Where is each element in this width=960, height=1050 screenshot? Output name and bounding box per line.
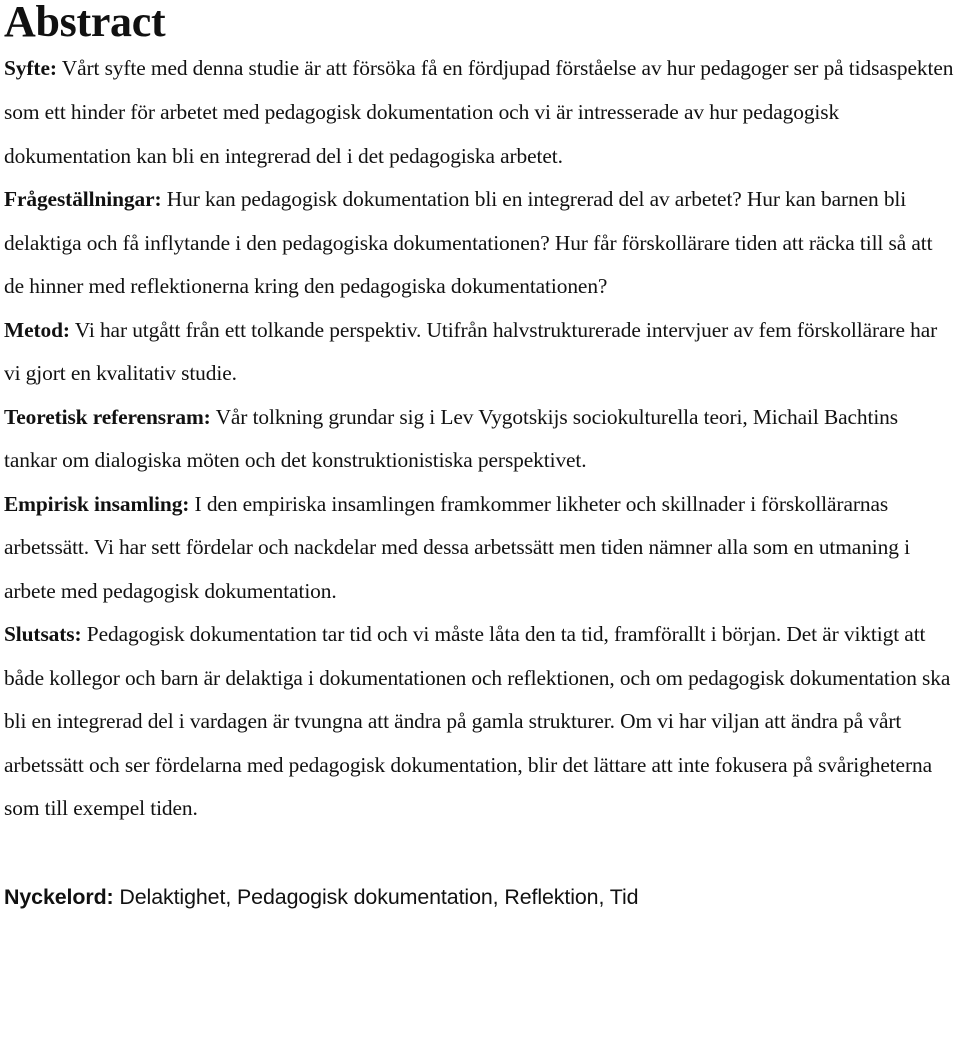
section-slutsats xyxy=(4,613,956,831)
keywords-text: Delaktighet, Pedagogisk dokumentation, Reflektion, Tid xyxy=(113,884,639,909)
section-syfte xyxy=(4,46,956,178)
abstract-title: Abstract xyxy=(4,0,166,46)
section-metod-text: Vi har utgått från ett tolkande perspektiv. Utifrån halvstrukturerade intervjuer av fem förskollärare har vi gjort en kvalitativ studie. xyxy=(4,317,938,385)
section-metod xyxy=(4,309,956,396)
section-metod-label: Metod: xyxy=(4,317,70,342)
section-slutsats-label: Slutsats: xyxy=(4,622,82,646)
section-teoretisk-referensram xyxy=(4,396,956,483)
keywords-line xyxy=(4,875,956,919)
section-teoretisk-referensram-text: Vår tolkning grundar sig i Lev Vygotskijs sociokulturella teori, Michail Bachtins tankar om dialogiska möten och det konstruktionistiska perspektivet. xyxy=(4,404,899,472)
section-teoretisk-referensram-label: Teoretisk referensram: xyxy=(4,404,211,429)
section-fragestallningar-text: Hur kan pedagogisk dokumentation bli en integrerad del av arbetet? Hur kan barnen bli delaktiga och få inflytande i den pedagogiska dokumentationen? Hur får förskollärare tiden att räcka till så att de hinner med reflektionerna kring den pedagogiska dokumentationen? xyxy=(4,187,933,298)
section-slutsats-text: Pedagogisk dokumentation tar tid och vi måste låta den ta tid, framförallt i början. Det är viktigt att både kollegor och barn är delaktiga i dokumentationen och reflektionen, och om pedagogisk dokumentation ska bli en integrerad del i vardagen är tvungna att ändra på gamla strukturer. Om vi har viljan att ändra på vårt arbetssätt och ser fördelarna med pedagogisk dokumentation, blir det lättare att inte fokusera på svårigheterna som till exempel tiden. xyxy=(4,622,951,820)
section-empirisk-insamling-text: I den empiriska insamlingen framkommer likheter och skillnader i förskollärarnas arbetssätt. Vi har sett fördelar och nackdelar med dessa arbetssätt men tiden nämner alla som en utmaning i arbete med pedagogisk dokumentation. xyxy=(4,491,910,603)
keywords-label: Nyckelord: xyxy=(4,884,114,909)
section-fragestallningar-label: Frågeställningar: xyxy=(4,187,162,211)
document-page xyxy=(4,0,956,919)
paragraph-spacer xyxy=(4,831,956,875)
section-syfte-text: Vårt syfte med denna studie är att försöka få en fördjupad förståelse av hur pedagoger ser på tidsaspekten som ett hinder för arbetet med pedagogisk dokumentation och vi är intresserade av hur pedagogisk dokumentation kan bli en integrerad del i det pedagogiska arbetet. xyxy=(4,56,954,168)
section-fragestallningar xyxy=(4,178,956,309)
section-syfte-label: Syfte: xyxy=(4,56,57,80)
section-empirisk-insamling xyxy=(4,483,956,614)
section-empirisk-insamling-label: Empirisk insamling: xyxy=(4,491,190,516)
